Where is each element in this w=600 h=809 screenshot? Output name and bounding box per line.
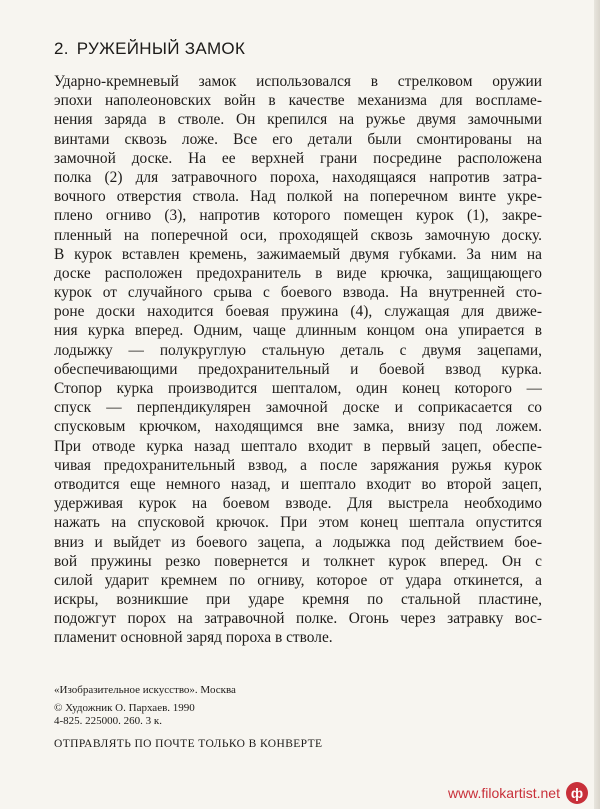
body-line: вочного отверстия ствола. Над полкой на поперечном винте укре- [54,188,542,206]
print-info-line: 4-825. 225000. 260. 3 к. [54,715,163,727]
body-line: обеспечивающими предохранительный и боевой взвод курка. [54,360,542,378]
body-line: силой ударит кремнем по огниву, которое от удара откинется, а [54,571,542,589]
body-line: курок от случайного срыва с боевого взвода. На внутренней сто- [54,284,542,302]
filokartist-logo-icon [566,782,588,804]
body-line: замочной доске. На ее верхней грани посредине расположена [54,149,542,167]
body-line: плено огниво (3), напротив которого помещен курок (1), закре- [54,207,542,225]
body-line: В курок вставлен кремень, зажимаемый двумя губками. За ним на [54,245,542,263]
body-line: искры, возникшие при ударе кремня по стальной пластине, [54,591,542,609]
body-line: вой пружины резко повернется и толкнет курок вперед. Он с [54,552,542,570]
body-line: чивая предохранительный взвод, а после заряжания ружья курок [54,456,542,474]
body-line: нажать на спусковой крючок. При этом конец шептала опустится [54,514,542,532]
section-title: РУЖЕЙНЫЙ ЗАМОК [76,39,246,58]
logo-glyph: ф [570,785,584,801]
body-line: доске расположен предохранитель в виде крючка, защищающего [54,264,542,282]
publisher-line: «Изобразительное искусство». Москва [54,684,236,696]
imprint-footer [54,684,322,751]
body-line: подожгут порох на затравочной полке. Огонь через затравку вос- [54,610,542,628]
section-number: 2. [54,39,69,58]
body-line: пламенит основной заряд пороха в стволе. [54,629,333,647]
body-line: нения заряда в стволе. Он крепился на ружье двумя замочными [54,111,542,129]
body-line: Стопор курка производится шепталом, один конец которого — [54,380,542,397]
body-line: винтами сквозь ложе. Все его детали были смонтированы на [54,130,542,148]
body-text [54,72,542,648]
body-line: удерживая курок на боевом взводе. Для выстрела необходимо [54,495,542,513]
body-line: Ударно-кремневый замок использовался в стрелковом оружии [54,73,542,90]
watermark-site: www.filokartist.net [447,785,560,801]
body-line: роне доски находится боевая пружина (4), служащая для движе- [54,303,542,321]
body-line: отводится еще немного назад, и шептало входит во второй зацеп, [54,475,542,493]
watermark [448,782,588,804]
body-line: спусковым крючком, находящимся вне замка, внизу под ложем. [54,418,542,436]
body-line: полка (2) для затравочного пороха, находящаяся напротив затра- [54,168,542,186]
page-edge [594,0,600,809]
body-line: эпохи наполеоновских войн в качестве механизма для воспламе- [54,92,542,110]
body-line: ния курка вперед. Одним, чаще длинным концом она упирается в [54,322,542,340]
copyright-line: © Художник О. Пархаев. 1990 [54,701,195,714]
body-line: пленный на поперечной оси, проходящей сквозь замочную доску. [54,226,542,244]
body-line: вниз и выйдет из боевого зацепа, а лодыжка под действием бое- [54,533,542,551]
page-title [54,39,245,59]
mail-notice: ОТПРАВЛЯТЬ ПО ПОЧТЕ ТОЛЬКО В КОНВЕРТЕ [54,737,323,750]
body-line: лодыжку — полукруглую стальную деталь с двумя зацепами, [54,341,542,359]
body-line: При отводе курка назад шептало входит в первый зацеп, обеспе- [54,437,542,455]
body-line: спуск — перпендикулярен замочной доске и соприкасается со [54,399,542,417]
